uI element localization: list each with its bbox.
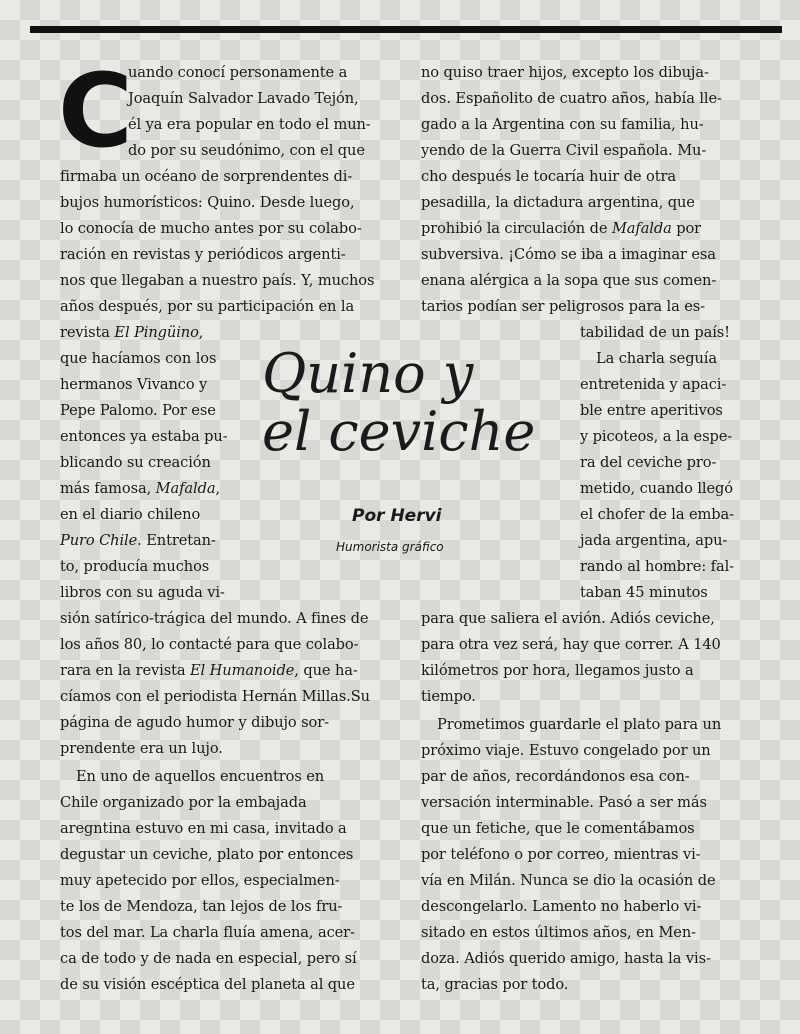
- text-line: to, producía muchos: [60, 558, 210, 575]
- text-line: subversiva. ¡Cómo se iba a imaginar esa: [421, 246, 716, 263]
- text-line: sitado en estos últimos años, en Men-: [421, 924, 696, 941]
- text-line: rando al hombre: fal-: [580, 558, 734, 575]
- text-line: y picoteos, a la espe-: [580, 428, 733, 445]
- text-line: muy apetecido por ellos, especialmen-: [60, 872, 340, 889]
- text-line: por teléfono o por correo, mientras vi-: [421, 846, 701, 863]
- text-line: La charla seguía: [596, 350, 717, 367]
- text-line: yendo de la Guerra Civil española. Mu-: [421, 142, 707, 159]
- text-line: revista El Pingüino,: [60, 324, 204, 341]
- text-line: de su visión escéptica del planeta al que: [60, 976, 355, 993]
- text-line: Joaquín Salvador Lavado Tejón,: [128, 90, 359, 107]
- text-line: vía en Milán. Nunca se dio la ocasión de: [421, 872, 716, 889]
- text-line: prohibió la circulación de Mafalda por: [421, 220, 702, 237]
- text-line: que hacíamos con los: [60, 350, 217, 367]
- text-line: enana alérgica a la sopa que sus comen-: [421, 272, 717, 289]
- text-line: versación interminable. Pasó a ser más: [421, 794, 707, 811]
- text-line: más famosa, Mafalda,: [60, 480, 220, 497]
- text-line: aregntina estuvo en mi casa, invitado a: [60, 820, 347, 837]
- text-line: cho después le tocaría huir de otra: [421, 168, 676, 185]
- text-line: dos. Españolito de cuatro años, había lle-: [421, 90, 722, 107]
- text-line: par de años, recordándonos esa con-: [421, 768, 690, 785]
- text-line: blicando su creación: [60, 454, 211, 471]
- text-line: do por su seudónimo, con el que: [128, 142, 365, 159]
- text-line: página de agudo humor y dibujo sor-: [60, 714, 329, 731]
- author-role: Humorista gráfico: [336, 540, 444, 554]
- text-line: próximo viaje. Estuvo congelado por un: [421, 742, 711, 759]
- text-line: entonces ya estaba pu-: [60, 428, 228, 445]
- article-title: [262, 342, 536, 463]
- byline: Por Hervi: [352, 506, 442, 526]
- title-line-1: Quino y: [262, 342, 474, 405]
- text-line: años después, por su participación en la: [60, 298, 355, 315]
- text-line: entretenida y apaci-: [580, 376, 727, 393]
- text-line: En uno de aquellos encuentros en: [76, 768, 325, 785]
- text-line: ble entre aperitivos: [580, 402, 723, 419]
- text-line: lo conocía de mucho antes por su colabo-: [60, 220, 362, 237]
- text-line: jada argentina, apu-: [580, 532, 728, 549]
- text-line: kilómetros por hora, llegamos justo a: [421, 662, 694, 679]
- text-line: sión satírico-trágica del mundo. A fines de: [60, 610, 369, 627]
- text-line: él ya era popular en todo el mun-: [128, 116, 371, 133]
- text-line: ta, gracias por todo.: [421, 976, 569, 993]
- text-line: tarios podían ser peligrosos para la es-: [421, 298, 705, 315]
- title-line-2: el ceviche: [262, 400, 536, 463]
- text-line: degustar un ceviche, plato por entonces: [60, 846, 354, 863]
- drop-cap: C: [58, 52, 133, 171]
- text-line: Chile organizado por la embajada: [60, 794, 307, 811]
- text-line: ra del ceviche pro-: [580, 454, 717, 471]
- text-line: en el diario chileno: [60, 506, 201, 523]
- text-line: descongelarlo. Lamento no haberlo vi-: [421, 898, 702, 915]
- top-rule: [30, 26, 782, 33]
- text-line: hermanos Vivanco y: [60, 376, 208, 393]
- text-line: el chofer de la emba-: [580, 506, 734, 523]
- text-line: Puro Chile. Entretan-: [60, 532, 216, 549]
- text-line: para que saliera el avión. Adiós ceviche,: [421, 610, 715, 627]
- text-line: nos que llegaban a nuestro país. Y, muchos: [60, 272, 375, 289]
- text-line: metido, cuando llegó: [580, 480, 733, 497]
- text-line: no quiso traer hijos, excepto los dibuja-: [421, 64, 709, 81]
- text-line: libros con su aguda vi-: [60, 584, 225, 601]
- text-line: cíamos con el periodista Hernán Millas.Su: [60, 688, 370, 705]
- text-line: que un fetiche, que le comentábamos: [421, 820, 695, 837]
- text-line: te los de Mendoza, tan lejos de los fru-: [60, 898, 343, 915]
- text-line: rara en la revista El Humanoide, que ha-: [60, 662, 358, 679]
- text-line: Prometimos guardarle el plato para un: [437, 716, 722, 733]
- text-line: los años 80, lo contacté para que colabo-: [60, 636, 359, 653]
- text-line: para otra vez será, hay que correr. A 140: [421, 636, 721, 653]
- text-line: bujos humorísticos: Quino. Desde luego,: [60, 194, 355, 211]
- text-line: prendente era un lujo.: [60, 740, 223, 757]
- text-line: pesadilla, la dictadura argentina, que: [421, 194, 695, 211]
- text-line: firmaba un océano de sorprendentes di-: [60, 168, 353, 185]
- text-line: tiempo.: [421, 688, 476, 705]
- text-line: tos del mar. La charla fluía amena, acer-: [60, 924, 355, 941]
- text-line: doza. Adiós querido amigo, hasta la vis-: [421, 950, 711, 967]
- text-line: ca de todo y de nada en especial, pero sí: [60, 950, 357, 967]
- text-line: ración en revistas y periódicos argenti-: [60, 246, 346, 263]
- text-line: taban 45 minutos: [580, 584, 708, 601]
- text-line: gado a la Argentina con su familia, hu-: [421, 116, 704, 133]
- text-line: tabilidad de un país!: [580, 324, 730, 341]
- text-line: uando conocí personamente a: [128, 64, 348, 81]
- text-line: Pepe Palomo. Por ese: [60, 402, 216, 419]
